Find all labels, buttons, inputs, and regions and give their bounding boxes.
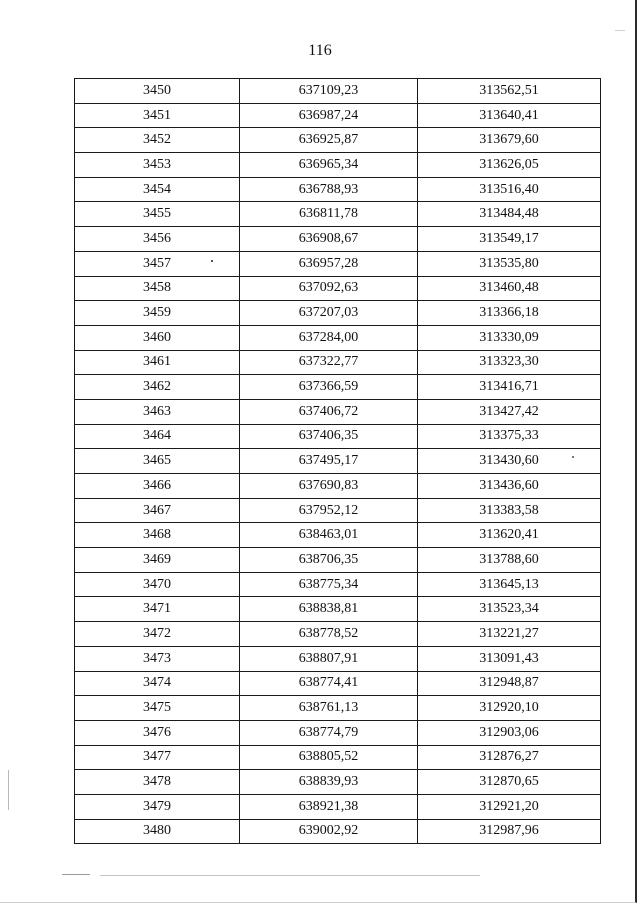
point-number-cell: 3473 xyxy=(75,646,240,671)
table-row xyxy=(75,153,601,178)
x-coordinate-cell: 638838,81 xyxy=(240,597,418,622)
table-row xyxy=(75,819,601,844)
y-coordinate-cell: 313416,71 xyxy=(418,375,601,400)
y-coordinate-cell: 313323,30 xyxy=(418,350,601,375)
x-coordinate-cell: 637284,00 xyxy=(240,325,418,350)
table-row xyxy=(75,474,601,499)
point-number-cell: 3454 xyxy=(75,177,240,202)
y-coordinate-cell: 313383,58 xyxy=(418,498,601,523)
x-coordinate-cell: 638921,38 xyxy=(240,794,418,819)
table-row xyxy=(75,770,601,795)
table-row xyxy=(75,399,601,424)
point-number-cell: 3461 xyxy=(75,350,240,375)
point-number-cell: 3470 xyxy=(75,572,240,597)
scan-speck xyxy=(572,456,574,458)
point-number-cell: 3465 xyxy=(75,449,240,474)
table-row xyxy=(75,350,601,375)
point-number-cell: 3462 xyxy=(75,375,240,400)
x-coordinate-cell: 637495,17 xyxy=(240,449,418,474)
point-number-cell: 3472 xyxy=(75,622,240,647)
x-coordinate-cell: 638774,79 xyxy=(240,720,418,745)
x-coordinate-cell: 636811,78 xyxy=(240,202,418,227)
table-row xyxy=(75,646,601,671)
y-coordinate-cell: 313645,13 xyxy=(418,572,601,597)
x-coordinate-cell: 638761,13 xyxy=(240,696,418,721)
scan-speck xyxy=(211,260,213,262)
y-coordinate-cell: 313788,60 xyxy=(418,548,601,573)
point-number-cell: 3451 xyxy=(75,103,240,128)
table-row xyxy=(75,696,601,721)
point-number-cell: 3456 xyxy=(75,227,240,252)
point-number-cell: 3463 xyxy=(75,399,240,424)
scan-artifact-corner xyxy=(615,30,625,31)
table-row xyxy=(75,720,601,745)
x-coordinate-cell: 638807,91 xyxy=(240,646,418,671)
y-coordinate-cell: 313375,33 xyxy=(418,424,601,449)
table-row xyxy=(75,572,601,597)
scan-artifact-bottom xyxy=(62,874,90,875)
table-row xyxy=(75,523,601,548)
coordinates-table xyxy=(74,78,601,844)
table-row xyxy=(75,622,601,647)
x-coordinate-cell: 636788,93 xyxy=(240,177,418,202)
y-coordinate-cell: 313366,18 xyxy=(418,301,601,326)
table-row xyxy=(75,671,601,696)
table-row xyxy=(75,745,601,770)
point-number-cell: 3450 xyxy=(75,79,240,104)
x-coordinate-cell: 636908,67 xyxy=(240,227,418,252)
x-coordinate-cell: 638778,52 xyxy=(240,622,418,647)
table-row xyxy=(75,424,601,449)
table-row xyxy=(75,202,601,227)
point-number-cell: 3458 xyxy=(75,276,240,301)
y-coordinate-cell: 313460,48 xyxy=(418,276,601,301)
x-coordinate-cell: 636965,34 xyxy=(240,153,418,178)
point-number-cell: 3478 xyxy=(75,770,240,795)
table-row xyxy=(75,128,601,153)
point-number-cell: 3474 xyxy=(75,671,240,696)
point-number-cell: 3453 xyxy=(75,153,240,178)
y-coordinate-cell: 313430,60 xyxy=(418,449,601,474)
y-coordinate-cell: 312921,20 xyxy=(418,794,601,819)
y-coordinate-cell: 313436,60 xyxy=(418,474,601,499)
x-coordinate-cell: 637406,35 xyxy=(240,424,418,449)
table-row xyxy=(75,597,601,622)
table-row xyxy=(75,375,601,400)
table-row xyxy=(75,794,601,819)
point-number-cell: 3480 xyxy=(75,819,240,844)
x-coordinate-cell: 638774,41 xyxy=(240,671,418,696)
point-number-cell: 3469 xyxy=(75,548,240,573)
x-coordinate-cell: 637952,12 xyxy=(240,498,418,523)
point-number-cell: 3452 xyxy=(75,128,240,153)
x-coordinate-cell: 639002,92 xyxy=(240,819,418,844)
x-coordinate-cell: 638775,34 xyxy=(240,572,418,597)
x-coordinate-cell: 637092,63 xyxy=(240,276,418,301)
x-coordinate-cell: 636925,87 xyxy=(240,128,418,153)
y-coordinate-cell: 313330,09 xyxy=(418,325,601,350)
x-coordinate-cell: 638839,93 xyxy=(240,770,418,795)
x-coordinate-cell: 638706,35 xyxy=(240,548,418,573)
x-coordinate-cell: 638463,01 xyxy=(240,523,418,548)
y-coordinate-cell: 312987,96 xyxy=(418,819,601,844)
point-number-cell: 3457 xyxy=(75,251,240,276)
page-number: 116 xyxy=(308,42,332,59)
point-number-cell: 3477 xyxy=(75,745,240,770)
point-number-cell: 3479 xyxy=(75,794,240,819)
x-coordinate-cell: 636957,28 xyxy=(240,251,418,276)
point-number-cell: 3476 xyxy=(75,720,240,745)
table-row xyxy=(75,227,601,252)
point-number-cell: 3466 xyxy=(75,474,240,499)
x-coordinate-cell: 637207,03 xyxy=(240,301,418,326)
y-coordinate-cell: 313484,48 xyxy=(418,202,601,227)
x-coordinate-cell: 637690,83 xyxy=(240,474,418,499)
table-row xyxy=(75,251,601,276)
table-row xyxy=(75,103,601,128)
y-coordinate-cell: 313549,17 xyxy=(418,227,601,252)
y-coordinate-cell: 313516,40 xyxy=(418,177,601,202)
point-number-cell: 3460 xyxy=(75,325,240,350)
y-coordinate-cell: 313679,60 xyxy=(418,128,601,153)
y-coordinate-cell: 313427,42 xyxy=(418,399,601,424)
x-coordinate-cell: 637406,72 xyxy=(240,399,418,424)
point-number-cell: 3459 xyxy=(75,301,240,326)
point-number-cell: 3467 xyxy=(75,498,240,523)
table-row xyxy=(75,498,601,523)
x-coordinate-cell: 638805,52 xyxy=(240,745,418,770)
y-coordinate-cell: 312876,27 xyxy=(418,745,601,770)
coordinates-table-body xyxy=(75,79,601,844)
scan-artifact-left xyxy=(8,770,9,810)
table-row xyxy=(75,301,601,326)
y-coordinate-cell: 312948,87 xyxy=(418,671,601,696)
y-coordinate-cell: 313562,51 xyxy=(418,79,601,104)
point-number-cell: 3455 xyxy=(75,202,240,227)
table-row xyxy=(75,325,601,350)
table-row xyxy=(75,177,601,202)
point-number-cell: 3464 xyxy=(75,424,240,449)
table-row xyxy=(75,548,601,573)
y-coordinate-cell: 312870,65 xyxy=(418,770,601,795)
scan-artifact-bottom-line xyxy=(100,875,480,876)
table-row xyxy=(75,79,601,104)
point-number-cell: 3468 xyxy=(75,523,240,548)
point-number-cell: 3475 xyxy=(75,696,240,721)
y-coordinate-cell: 312903,06 xyxy=(418,720,601,745)
table-row xyxy=(75,449,601,474)
y-coordinate-cell: 313091,43 xyxy=(418,646,601,671)
y-coordinate-cell: 313221,27 xyxy=(418,622,601,647)
y-coordinate-cell: 313535,80 xyxy=(418,251,601,276)
x-coordinate-cell: 637322,77 xyxy=(240,350,418,375)
x-coordinate-cell: 637109,23 xyxy=(240,79,418,104)
x-coordinate-cell: 636987,24 xyxy=(240,103,418,128)
y-coordinate-cell: 312920,10 xyxy=(418,696,601,721)
table-row xyxy=(75,276,601,301)
y-coordinate-cell: 313523,34 xyxy=(418,597,601,622)
y-coordinate-cell: 313620,41 xyxy=(418,523,601,548)
x-coordinate-cell: 637366,59 xyxy=(240,375,418,400)
y-coordinate-cell: 313626,05 xyxy=(418,153,601,178)
point-number-cell: 3471 xyxy=(75,597,240,622)
y-coordinate-cell: 313640,41 xyxy=(418,103,601,128)
